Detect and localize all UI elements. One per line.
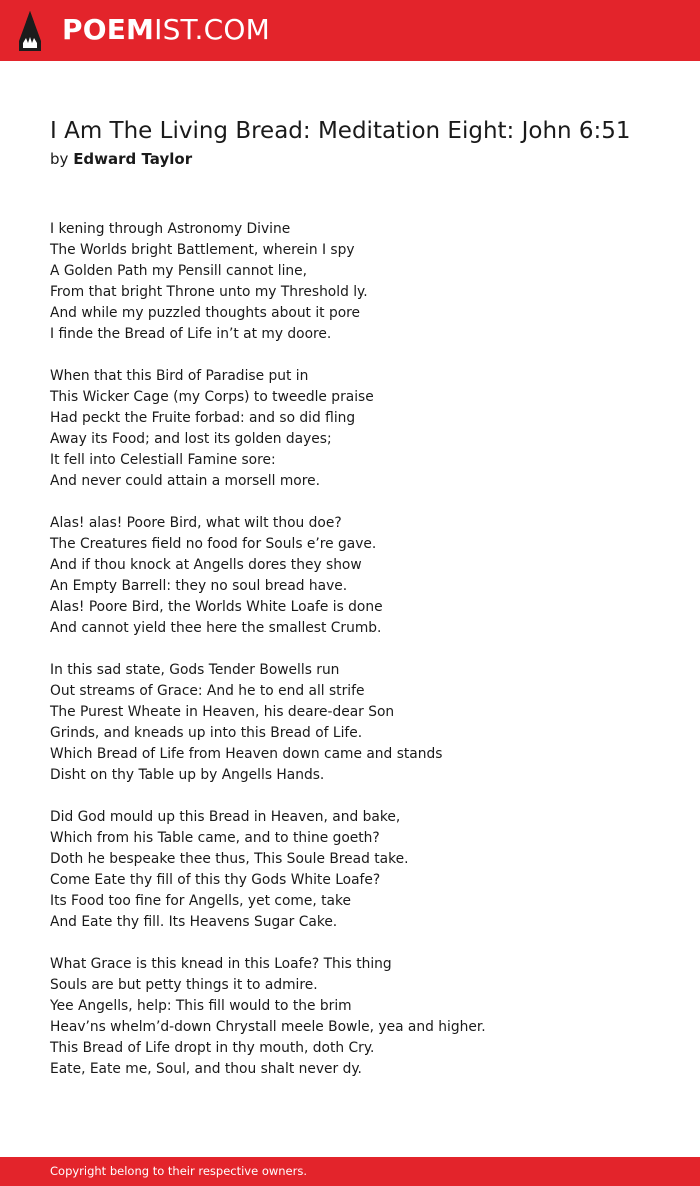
by-label: by [50, 150, 69, 168]
site-footer [0, 1157, 700, 1186]
poem-line: Alas! alas! Poore Bird, what wilt thou doe? [50, 515, 342, 531]
poem-line: A Golden Path my Pensill cannot line, [50, 263, 308, 279]
stanza [50, 954, 670, 1080]
poem-line: Did God mould up this Bread in Heaven, and bake, [50, 809, 401, 825]
poem-line: Alas! Poore Bird, the Worlds White Loafe is done [50, 599, 383, 615]
poem-body [50, 219, 670, 1101]
site-logo[interactable] [62, 13, 270, 47]
poem-line: And cannot yield thee here the smallest Crumb. [50, 620, 382, 636]
copyright-text: Copyright belong to their respective owners. [50, 1164, 308, 1178]
poem-line: An Empty Barrell: they no soul bread have. [50, 578, 348, 594]
poem-line: Which Bread of Life from Heaven down came and stands [50, 746, 443, 762]
stanza [50, 513, 670, 639]
poem-line: Its Food too fine for Angells, yet come, take [50, 893, 351, 909]
poem-line: This Bread of Life dropt in thy mouth, doth Cry. [50, 1040, 375, 1056]
poem-line: I finde the Bread of Life in’t at my doore. [50, 326, 332, 342]
byline [50, 148, 192, 170]
stanza [50, 219, 670, 345]
author-name: Edward Taylor [73, 150, 193, 168]
poem-line: Grinds, and kneads up into this Bread of Life. [50, 725, 363, 741]
poem-line: I kening through Astronomy Divine [50, 221, 291, 237]
stanza [50, 807, 670, 933]
site-header [0, 0, 700, 61]
poem-line: Souls are but petty things it to admire. [50, 977, 318, 993]
poem-line: And while my puzzled thoughts about it pore [50, 305, 361, 321]
poem-line: This Wicker Cage (my Corps) to tweedle praise [50, 389, 374, 405]
poem-line: The Worlds bright Battlement, wherein I spy [50, 242, 355, 258]
poem-line: And Eate thy fill. Its Heavens Sugar Cake. [50, 914, 338, 930]
poem-line: And if thou knock at Angells dores they show [50, 557, 362, 573]
poem-line: Disht on thy Table up by Angells Hands. [50, 767, 325, 783]
poem-line: The Purest Wheate in Heaven, his deare-dear Son [50, 704, 395, 720]
poem-line: It fell into Celestiall Famine sore: [50, 452, 276, 468]
poem-line: And never could attain a morsell more. [50, 473, 320, 489]
poem-line: Doth he bespeake thee thus, This Soule Bread take. [50, 851, 409, 867]
poem-line: The Creatures field no food for Souls e’re gave. [50, 536, 377, 552]
poem-line: In this sad state, Gods Tender Bowells run [50, 662, 340, 678]
stanza [50, 366, 670, 492]
poem-line: Had peckt the Fruite forbad: and so did fling [50, 410, 356, 426]
poem-line: Yee Angells, help: This fill would to the brim [50, 998, 352, 1014]
logo-light-text: IST.COM [154, 13, 270, 46]
poem-line: Out streams of Grace: And he to end all strife [50, 683, 365, 699]
stanza [50, 660, 670, 786]
logo-bold-text: POEM [62, 13, 155, 46]
poem-line: Heav’ns whelm’d-down Chrystall meele Bowle, yea and higher. [50, 1019, 486, 1035]
poem-line: Away its Food; and lost its golden dayes; [50, 431, 332, 447]
poem-line: Which from his Table came, and to thine goeth? [50, 830, 380, 846]
poem-line: When that this Bird of Paradise put in [50, 368, 309, 384]
poem-line: Eate, Eate me, Soul, and thou shalt never dy. [50, 1061, 362, 1077]
poem-line: What Grace is this knead in this Loafe? This thing [50, 956, 392, 972]
poem-title: I Am The Living Bread: Meditation Eight: John 6:51 [50, 118, 631, 144]
poem-line: Come Eate thy fill of this thy Gods White Loafe? [50, 872, 381, 888]
poem-line: From that bright Throne unto my Threshold ly. [50, 284, 368, 300]
pencil-tip-icon[interactable] [17, 10, 43, 52]
